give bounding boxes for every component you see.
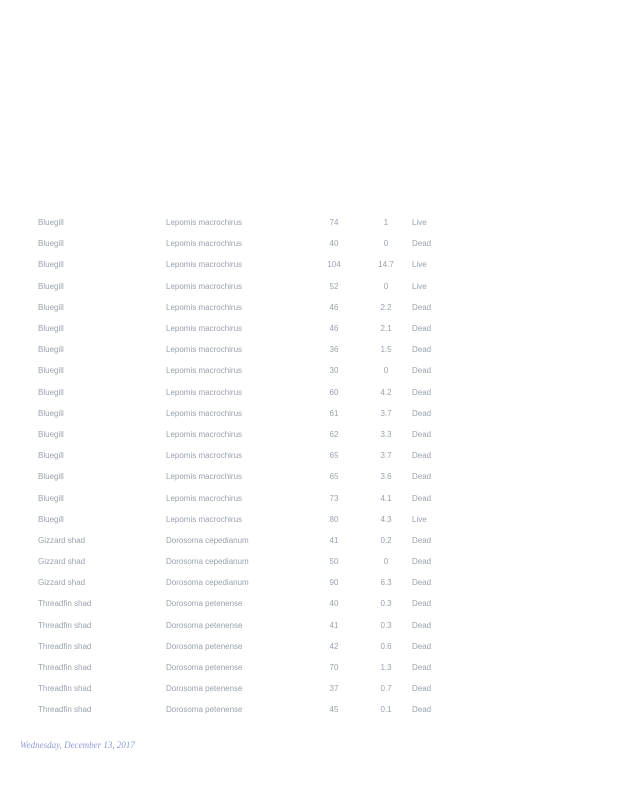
scientific-name-cell: Lepomis macrochirus [166, 218, 243, 228]
weight-cell: 4.2 [380, 387, 392, 397]
weight-cell: 1 [383, 218, 389, 228]
weight-cell: 3.7 [380, 408, 392, 418]
common-name-cell: Bluegill [38, 218, 64, 228]
status-cell: Dead [412, 684, 432, 694]
status-cell: Dead [412, 345, 432, 355]
length-cell: 50 [329, 557, 339, 567]
length-cell: 80 [329, 514, 339, 524]
weight-cell: 0 [383, 366, 389, 376]
status-cell: Dead [412, 493, 432, 503]
scientific-name-cell: Lepomis macrochirus [166, 366, 243, 376]
length-cell: 37 [329, 684, 339, 694]
common-name-cell: Threadfin shad [38, 663, 92, 673]
common-name-cell: Threadfin shad [38, 641, 92, 651]
status-cell: Dead [412, 620, 432, 630]
common-name-cell: Bluegill [38, 387, 64, 397]
common-name-cell: Gizzard shad [38, 578, 86, 588]
length-cell: 73 [329, 493, 339, 503]
table-row [38, 297, 452, 318]
status-cell: Dead [412, 324, 432, 334]
status-cell: Dead [412, 705, 432, 715]
status-cell: Dead [412, 472, 432, 482]
scientific-name-cell: Lepomis macrochirus [166, 260, 243, 270]
table-row [38, 593, 452, 614]
status-cell: Dead [412, 366, 432, 376]
scientific-name-cell: Dorosoma petenense [166, 641, 243, 651]
scientific-name-cell: Lepomis macrochirus [166, 472, 243, 482]
weight-cell: 0.2 [380, 535, 392, 545]
length-cell: 60 [329, 387, 339, 397]
weight-cell: 1.5 [380, 345, 392, 355]
table-row [38, 466, 452, 487]
length-cell: 46 [329, 324, 339, 334]
weight-cell: 0.1 [380, 705, 392, 715]
scientific-name-cell: Lepomis macrochirus [166, 239, 243, 249]
length-cell: 42 [329, 641, 339, 651]
scientific-name-cell: Lepomis macrochirus [166, 302, 243, 312]
table-row [38, 615, 452, 636]
table-row [38, 212, 452, 233]
status-cell: Dead [412, 239, 432, 249]
scientific-name-cell: Lepomis macrochirus [166, 451, 243, 461]
scientific-name-cell: Dorosoma petenense [166, 663, 243, 673]
table-row [38, 318, 452, 339]
fish-data-table [38, 212, 452, 721]
status-cell: Dead [412, 557, 432, 567]
length-cell: 41 [329, 620, 339, 630]
length-cell: 45 [329, 705, 339, 715]
length-cell: 40 [329, 239, 339, 249]
scientific-name-cell: Dorosoma petenense [166, 705, 243, 715]
common-name-cell: Bluegill [38, 493, 64, 503]
table-row [38, 678, 452, 699]
length-cell: 74 [329, 218, 339, 228]
weight-cell: 0.3 [380, 620, 392, 630]
table-row [38, 382, 452, 403]
status-cell: Dead [412, 578, 432, 588]
table-row [38, 424, 452, 445]
weight-cell: 0 [383, 557, 389, 567]
status-cell: Live [412, 260, 427, 270]
common-name-cell: Bluegill [38, 514, 64, 524]
scientific-name-cell: Lepomis macrochirus [166, 493, 243, 503]
length-cell: 70 [329, 663, 339, 673]
common-name-cell: Gizzard shad [38, 557, 86, 567]
table-row [38, 657, 452, 678]
length-cell: 40 [329, 599, 339, 609]
common-name-cell: Bluegill [38, 302, 64, 312]
common-name-cell: Bluegill [38, 451, 64, 461]
table-row [38, 254, 452, 275]
table-row [38, 699, 452, 720]
scientific-name-cell: Lepomis macrochirus [166, 408, 243, 418]
weight-cell: 0.6 [380, 641, 392, 651]
length-cell: 61 [329, 408, 339, 418]
table-row [38, 403, 452, 424]
weight-cell: 1.3 [380, 663, 392, 673]
common-name-cell: Threadfin shad [38, 620, 92, 630]
length-cell: 41 [329, 535, 339, 545]
common-name-cell: Bluegill [38, 345, 64, 355]
status-cell: Live [412, 514, 427, 524]
scientific-name-cell: Lepomis macrochirus [166, 324, 243, 334]
scientific-name-cell: Dorosoma petenense [166, 620, 243, 630]
scientific-name-cell: Lepomis macrochirus [166, 429, 243, 439]
weight-cell: 14.7 [378, 260, 394, 270]
common-name-cell: Threadfin shad [38, 599, 92, 609]
status-cell: Dead [412, 387, 432, 397]
length-cell: 46 [329, 302, 339, 312]
table-row [38, 339, 452, 360]
length-cell: 62 [329, 429, 339, 439]
weight-cell: 0.3 [380, 599, 392, 609]
table-row [38, 360, 452, 381]
scientific-name-cell: Dorosoma cepedianum [166, 578, 249, 588]
weight-cell: 3.7 [380, 451, 392, 461]
common-name-cell: Bluegill [38, 260, 64, 270]
weight-cell: 0 [383, 281, 389, 291]
table-row [38, 509, 452, 530]
common-name-cell: Bluegill [38, 429, 64, 439]
scientific-name-cell: Lepomis macrochirus [166, 281, 243, 291]
weight-cell: 2.1 [380, 324, 392, 334]
status-cell: Dead [412, 408, 432, 418]
weight-cell: 4.1 [380, 493, 392, 503]
common-name-cell: Bluegill [38, 281, 64, 291]
length-cell: 36 [329, 345, 339, 355]
table-row [38, 445, 452, 466]
footer-date: Wednesday, December 13, 2017 [20, 740, 135, 750]
common-name-cell: Bluegill [38, 324, 64, 334]
table-row [38, 572, 452, 593]
common-name-cell: Bluegill [38, 472, 64, 482]
status-cell: Live [412, 218, 427, 228]
common-name-cell: Threadfin shad [38, 684, 92, 694]
table-row [38, 636, 452, 657]
scientific-name-cell: Lepomis macrochirus [166, 345, 243, 355]
status-cell: Dead [412, 599, 432, 609]
scientific-name-cell: Dorosoma petenense [166, 599, 243, 609]
scientific-name-cell: Dorosoma petenense [166, 684, 243, 694]
status-cell: Dead [412, 451, 432, 461]
scientific-name-cell: Lepomis macrochirus [166, 387, 243, 397]
common-name-cell: Gizzard shad [38, 535, 86, 545]
length-cell: 104 [327, 260, 341, 270]
weight-cell: 3.3 [380, 429, 392, 439]
weight-cell: 0 [383, 239, 389, 249]
weight-cell: 3.6 [380, 472, 392, 482]
weight-cell: 0.7 [380, 684, 392, 694]
status-cell: Live [412, 281, 427, 291]
status-cell: Dead [412, 663, 432, 673]
length-cell: 65 [329, 451, 339, 461]
table-row [38, 487, 452, 508]
weight-cell: 6.3 [380, 578, 392, 588]
length-cell: 90 [329, 578, 339, 588]
weight-cell: 4.3 [380, 514, 392, 524]
table-row [38, 551, 452, 572]
length-cell: 30 [329, 366, 339, 376]
status-cell: Dead [412, 641, 432, 651]
status-cell: Dead [412, 429, 432, 439]
scientific-name-cell: Dorosoma cepedianum [166, 535, 249, 545]
table-row [38, 233, 452, 254]
common-name-cell: Threadfin shad [38, 705, 92, 715]
length-cell: 52 [329, 281, 339, 291]
status-cell: Dead [412, 535, 432, 545]
fish-table-body [38, 212, 452, 721]
status-cell: Dead [412, 302, 432, 312]
table-row [38, 276, 452, 297]
length-cell: 65 [329, 472, 339, 482]
common-name-cell: Bluegill [38, 408, 64, 418]
common-name-cell: Bluegill [38, 239, 64, 249]
scientific-name-cell: Lepomis macrochirus [166, 514, 243, 524]
weight-cell: 2.2 [380, 302, 392, 312]
common-name-cell: Bluegill [38, 366, 64, 376]
scientific-name-cell: Dorosoma cepedianum [166, 557, 249, 567]
table-row [38, 530, 452, 551]
